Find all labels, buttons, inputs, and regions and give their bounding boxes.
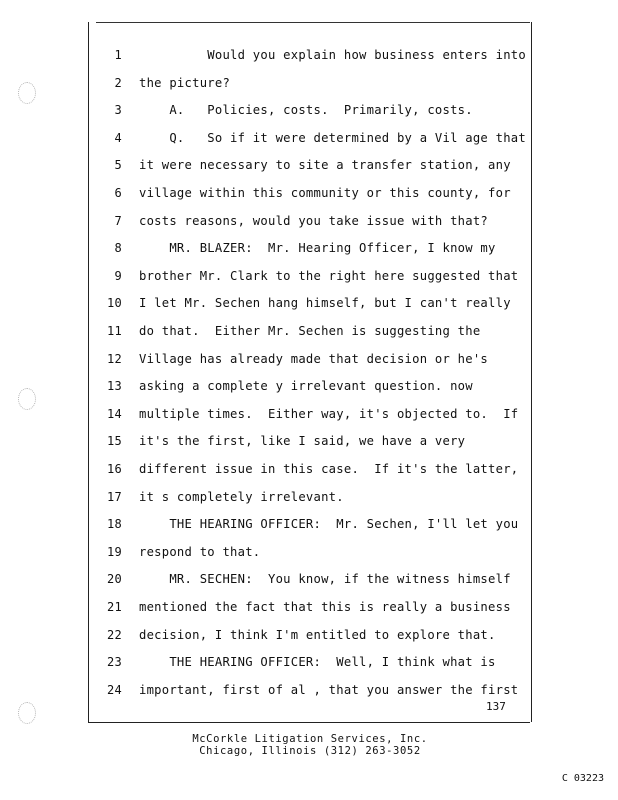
line-text: asking a complete y irrelevant question. now [139, 379, 473, 394]
line-number: 14 [106, 406, 122, 421]
transcript-line [0, 45, 526, 65]
line-number: 8 [114, 241, 122, 256]
line-number: 16 [106, 462, 122, 476]
transcript-line [0, 569, 520, 589]
line-text: A. Policies, costs. Primarily, costs. [139, 103, 473, 118]
transcript-line [0, 238, 520, 258]
line-text: it's the first, like I said, we have a very [139, 434, 466, 449]
line-number: 1 [114, 48, 122, 62]
line-text: it s completely irrelevant. [139, 489, 344, 504]
line-number: 17 [106, 489, 122, 504]
transcript-line [0, 597, 520, 617]
line-text: I let Mr. Sechen hang himself, but I can't really [139, 296, 511, 311]
footer-location: Chicago, Illinois (312) 263-3052 [199, 745, 421, 757]
transcript-line [0, 514, 520, 534]
transcript-line [0, 625, 520, 645]
line-number: 10 [106, 296, 122, 311]
line-text: costs reasons, would you take issue with that? [139, 213, 489, 228]
transcript-line [0, 183, 520, 203]
transcript-line [0, 680, 520, 700]
transcript-line [0, 321, 520, 341]
line-number: 22 [106, 627, 122, 642]
line-text: mentioned the fact that this is really a business [139, 600, 511, 614]
line-text: MR. SECHEN: You know, if the witness himself [139, 572, 511, 587]
line-number: 11 [106, 324, 122, 338]
transcript-line [0, 211, 520, 231]
line-number: 24 [106, 682, 122, 697]
line-text: Q. So if it were determined by a Vil age that [139, 130, 526, 145]
transcript-line [0, 128, 526, 148]
line-number: 21 [106, 600, 122, 614]
transcript-line [0, 155, 520, 175]
line-text: multiple times. Either way, it's objected to. If [139, 406, 519, 421]
line-text: Village has already made that decision or he's [139, 351, 489, 366]
line-text: MR. BLAZER: Mr. Hearing Officer, I know my [139, 241, 496, 256]
line-number: 18 [106, 517, 122, 532]
line-text: THE HEARING OFFICER: Well, I think what is [139, 655, 496, 670]
line-number: 15 [106, 434, 122, 449]
line-text: Would you explain how business enters into [139, 48, 526, 62]
page-top-rule [96, 22, 530, 23]
transcript-line [0, 266, 520, 286]
page-number: 137 [486, 700, 506, 713]
line-number: 4 [114, 130, 122, 145]
line-text: brother Mr. Clark to the right here suggested that [139, 268, 519, 283]
line-number: 9 [114, 268, 122, 283]
page-bottom-rule [88, 722, 530, 723]
line-text: decision, I think I'm entitled to explore that. [139, 627, 496, 642]
transcript-line [0, 652, 520, 672]
line-text: do that. Either Mr. Sechen is suggesting the [139, 324, 481, 338]
line-number: 6 [114, 186, 122, 200]
transcript-line [0, 349, 520, 369]
line-number: 5 [114, 158, 122, 173]
line-text: respond to that. [139, 544, 261, 559]
line-text: important, first of al , that you answer the first [139, 682, 519, 697]
transcript-line [0, 293, 520, 313]
transcript-line [0, 100, 520, 120]
transcript-line [0, 431, 520, 451]
line-number: 7 [114, 213, 122, 228]
line-number: 19 [106, 544, 122, 559]
transcript-line [0, 376, 520, 396]
line-number: 20 [106, 572, 122, 587]
line-text: different issue in this case. If it's the latter, [139, 462, 519, 476]
line-number: 13 [106, 379, 122, 394]
line-text: the picture? [139, 75, 231, 90]
transcript-line [0, 542, 520, 562]
punch-hole-mark [18, 702, 36, 724]
transcript-line [0, 404, 520, 424]
line-text: it were necessary to site a transfer station, any [139, 158, 511, 173]
footer-company: McCorkle Litigation Services, Inc. [192, 733, 428, 745]
line-text: THE HEARING OFFICER: Mr. Sechen, I'll let you [139, 517, 519, 532]
line-number: 23 [106, 655, 122, 670]
transcript-line [0, 487, 520, 507]
transcript-line [0, 459, 520, 479]
bates-number: C 03223 [561, 773, 604, 784]
transcript-line [0, 73, 520, 93]
line-number: 3 [114, 103, 122, 118]
line-number: 12 [106, 351, 122, 366]
line-text: village within this community or this county, for [139, 186, 511, 200]
line-number: 2 [114, 75, 122, 90]
